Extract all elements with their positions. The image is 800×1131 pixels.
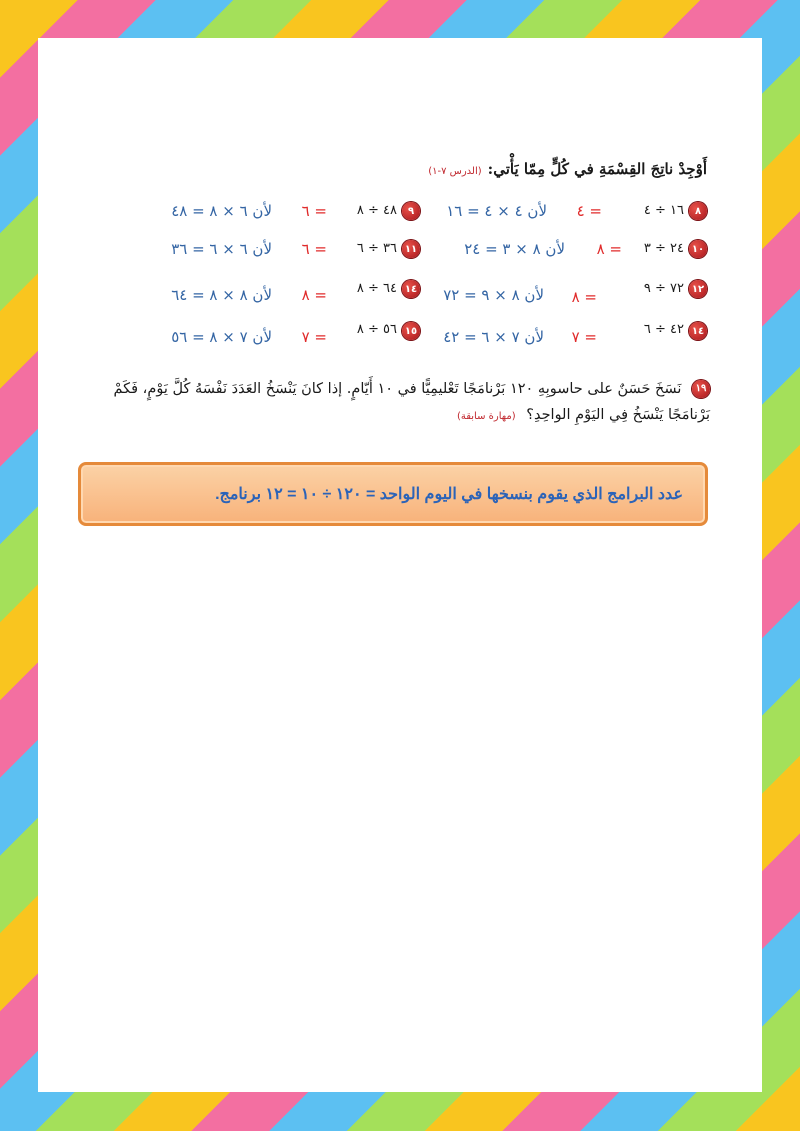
multiplication-check: لأن ٧ × ٨ = ٥٦: [171, 328, 272, 346]
multiplication-check: لأن ٨ × ٣ = ٢٤: [464, 240, 565, 258]
worksheet-page: [38, 38, 762, 1092]
multiplication-check: لأن ٦ × ٨ = ٤٨: [171, 202, 272, 220]
multiplication-check: لأن ٤ × ٤ = ١٦: [446, 202, 547, 220]
quotient-answer: = ٧: [571, 328, 597, 346]
quotient-answer: = ٤: [576, 202, 602, 220]
problem-number-badge: ١٥: [402, 322, 420, 340]
division-expression: ٣٦ ÷ ٦: [356, 241, 397, 256]
division-expression: ٧٢ ÷ ٩: [643, 281, 684, 296]
problem-number-badge: ١٤: [689, 322, 707, 340]
division-expression: ٤٢ ÷ ٦: [643, 322, 684, 337]
multiplication-check: لأن ٨ × ٩ = ٧٢: [443, 286, 544, 304]
answer-text: عدد البرامج الذي يقوم بنسخها في اليوم الواحد = ١٢٠ ÷ ١٠ = ١٢ برنامج.: [215, 486, 683, 503]
word-problem-text: نَسَخَ حَسَنٌ على حاسوبِهِ ١٢٠ بَرْنامَجًا تَعْليمِيًّا في ١٠ أَيّامٍ. إذا كانَ يَنْسَخُ العَدَدَ نَفْسَهُ كُلَّ يَوْمٍ، فَكَمْ بَرْنامَجًا يَنْسَخُ فِي اليَوْمِ الواحِدِ؟: [113, 381, 710, 423]
division-expression: ٥٦ ÷ ٨: [356, 322, 397, 337]
answer-box: [78, 462, 708, 526]
heading-text: أَوْجِدْ ناتِجَ القِسْمَةِ في كُلٍّ مِمّا يَأْتي:: [487, 160, 707, 178]
division-expression: ٤٨ ÷ ٨: [356, 203, 397, 218]
quotient-answer: = ٦: [301, 202, 327, 220]
quotient-answer: = ٨: [301, 286, 327, 304]
problem-number-badge: ١٠: [689, 240, 707, 258]
problem-number-badge: ١٢: [689, 280, 707, 298]
problem-number-badge: ٩: [402, 202, 420, 220]
problem-number-badge: ١٤: [402, 280, 420, 298]
problem-number-badge: ١١: [402, 240, 420, 258]
multiplication-check: لأن ٧ × ٦ = ٤٢: [443, 328, 544, 346]
quotient-answer: = ٨: [571, 288, 597, 306]
prior-skill-reference: (مهارة سابقة): [456, 411, 516, 422]
division-expression: ١٦ ÷ ٤: [643, 203, 684, 218]
division-expression: ٦٤ ÷ ٨: [356, 281, 397, 296]
word-problem-19: [90, 376, 710, 430]
quotient-answer: = ٧: [301, 328, 327, 346]
division-expression: ٢٤ ÷ ٣: [643, 241, 684, 256]
multiplication-check: لأن ٨ × ٨ = ٦٤: [171, 286, 272, 304]
problem-number-badge: ١٩: [692, 380, 710, 398]
quotient-answer: = ٨: [596, 240, 622, 258]
problem-number-badge: ٨: [689, 202, 707, 220]
exercise-heading: [428, 160, 707, 178]
multiplication-check: لأن ٦ × ٦ = ٣٦: [171, 240, 272, 258]
quotient-answer: = ٦: [301, 240, 327, 258]
lesson-reference: (الدرس ٧-١): [428, 166, 482, 177]
